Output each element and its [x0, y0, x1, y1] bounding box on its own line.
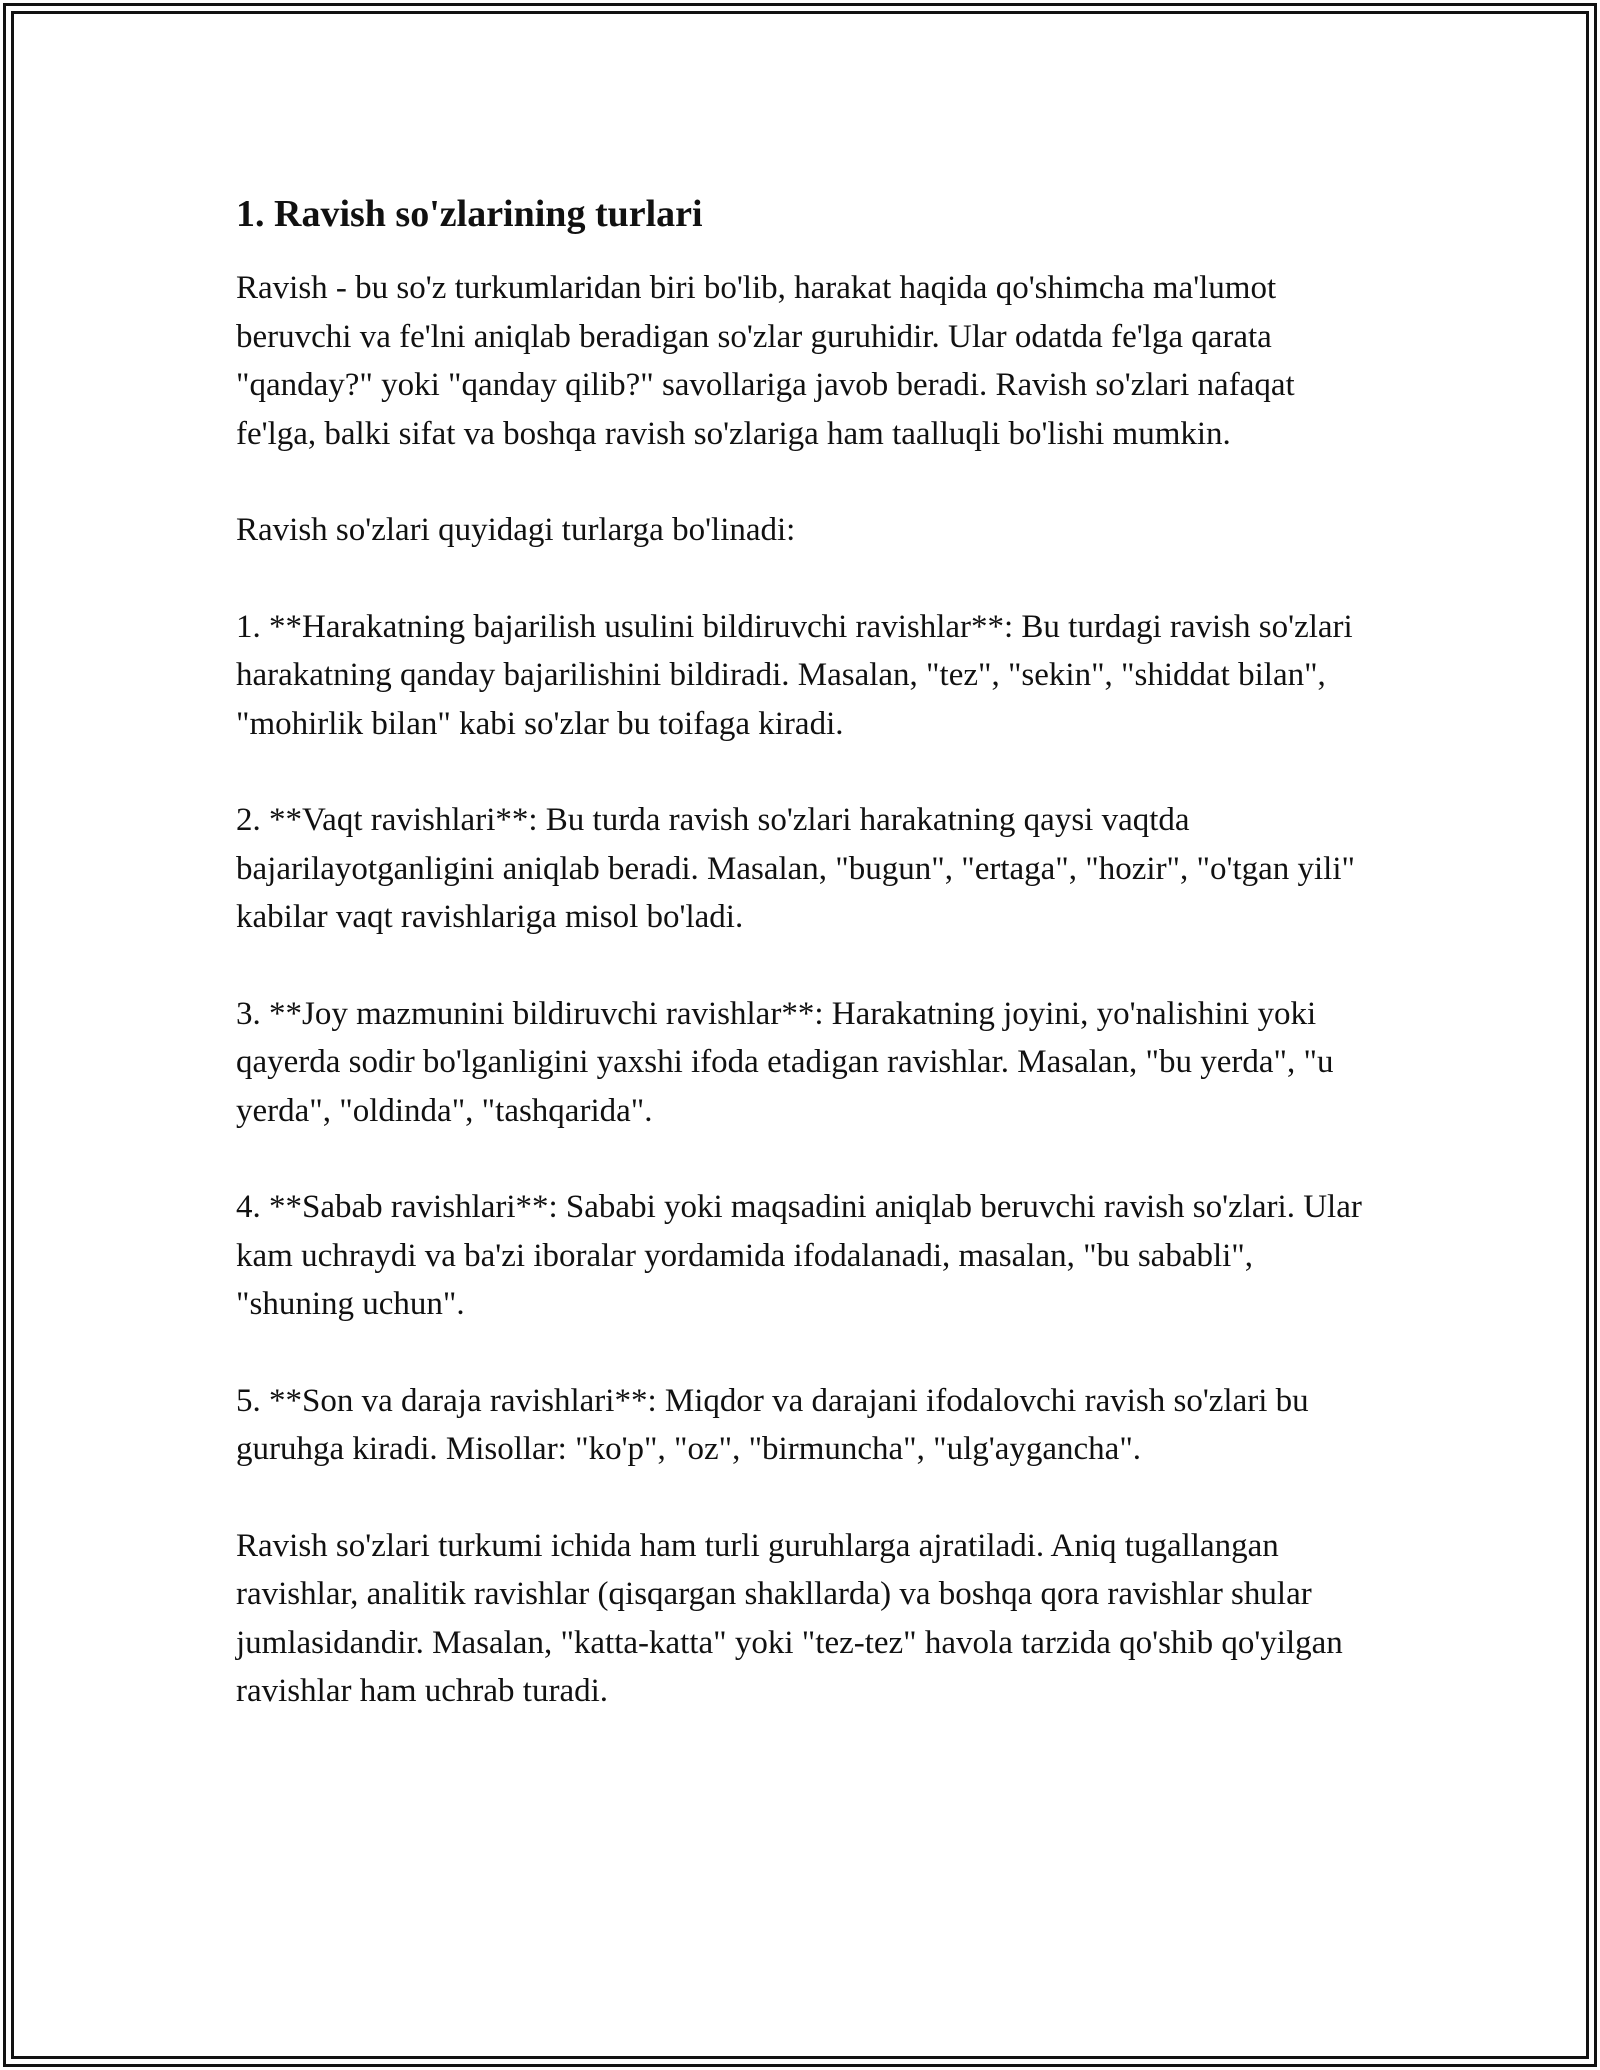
list-item-reason: 4. **Sabab ravishlari**: Sababi yoki maqsadini aniqlab beruvchi ravish so'zlari. Ular kam uchraydi va ba'zi iboralar yordamida ifodalanadi, masalan, "bu sababli", "shuning uchun". [236, 1189, 1362, 1322]
paragraph-definition: Ravish - bu so'z turkumlaridan biri bo'lib, harakat haqida qo'shimcha ma'lumot beruvchi va fe'lni aniqlab beradigan so'zlar guruhidir. Ular odatda fe'lga qarata "qanday?" yoki "qanday qilib?" savollariga javob beradi. Ravish so'zlari nafaqat fe'lga, balki sifat va boshqa ravish so'zlariga ham taalluqli bo'lishi mumkin. [236, 270, 1295, 452]
list-item-manner: 1. **Harakatning bajarilish usulini bildiruvchi ravishlar**: Bu turdagi ravish so'zlari harakatning qanday bajarilishini bildiradi. Masalan, "tez", "sekin", "shiddat bilan", "mohirlik bilan" kabi so'zlar bu toifaga kiradi. [236, 608, 1353, 742]
document-body [236, 186, 1378, 1716]
paragraph-conclusion: Ravish so'zlari turkumi ichida ham turli guruhlarga ajratiladi. Aniq tugallangan ravishlar, analitik ravishlar (qisqargan shakllarda) va boshqa qora ravishlar shular jumlasidandir. Masalan, "katta-katta" yoki "tez-tez" havola tarzida qo'shib qo'yilgan ravishlar ham uchrab turadi. [236, 1527, 1343, 1709]
section-title: 1. Ravish so'zlarining turlari [236, 193, 703, 235]
list-item-time: 2. **Vaqt ravishlari**: Bu turda ravish so'zlari harakatning qaysi vaqtda bajarilayotganligini aniqlab beradi. Masalan, "bugun", "ertaga", "hozir", "o'tgan yili" kabilar vaqt ravishlariga misol bo'ladi. [236, 802, 1355, 935]
paragraph-types-intro: Ravish so'zlari quyidagi turlarga bo'linadi: [236, 512, 796, 548]
list-item-quantity: 5. **Son va daraja ravishlari**: Miqdor va darajani ifodalovchi ravish so'zlari bu guruhga kiradi. Misollar: "ko'p", "oz", "birmuncha", "ulg'aygancha". [236, 1382, 1309, 1467]
list-item-place: 3. **Joy mazmunini bildiruvchi ravishlar**: Harakatning joyini, yo'nalishini yoki qayerda sodir bo'lganligini yaxshi ifoda etadigan ravishlar. Masalan, "bu yerda", "u yerda", "oldinda", "tashqarida". [236, 995, 1334, 1129]
